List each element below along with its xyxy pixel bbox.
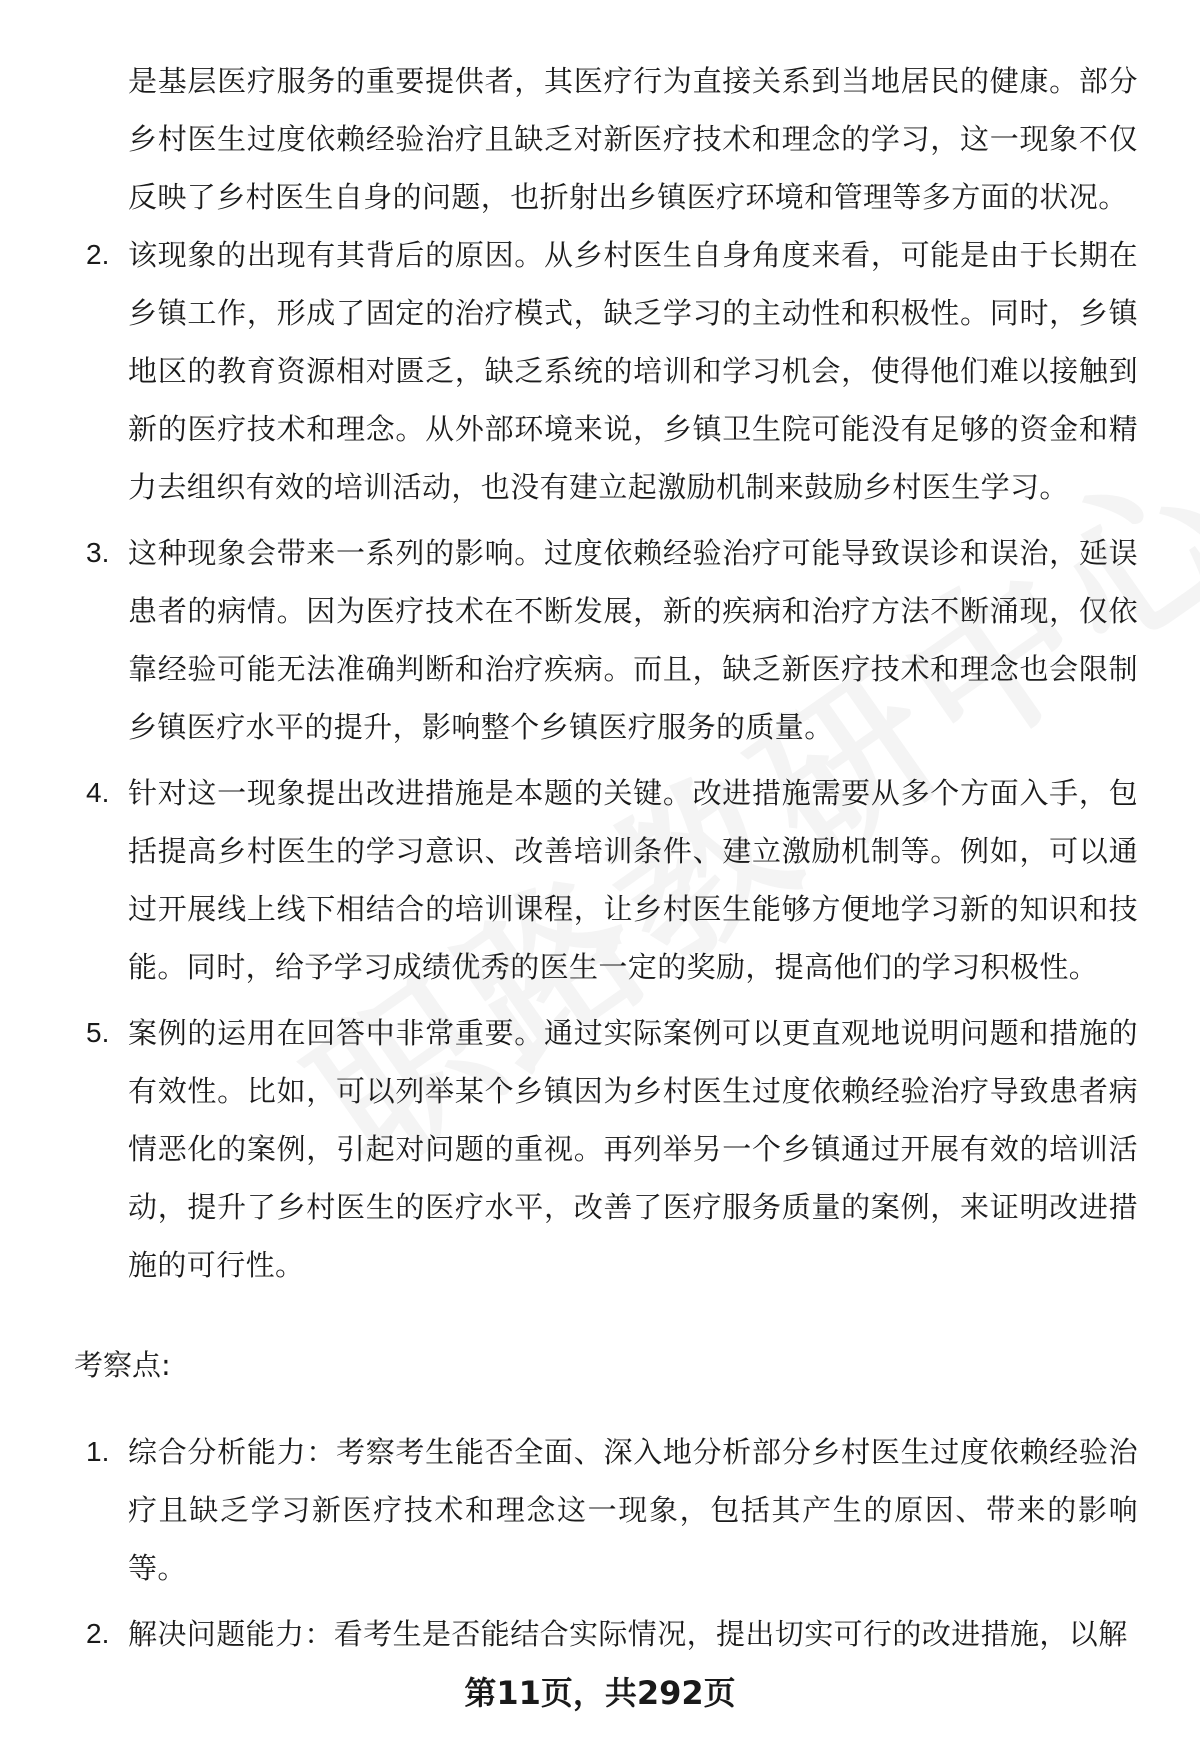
- intro-paragraph-block: [128, 52, 1138, 226]
- list-text: 案例的运用在回答中非常重要。通过实际案例可以更直观地说明问题和措施的有效性。比如，可以列举某个乡镇因为乡村医生过度依赖经验治疗导致患者病情恶化的案例，引起对问题的重视。再列举另一个乡镇通过开展有效的培训活动，提升了乡村医生的医疗水平，改善了医疗服务质量的案例，来证明改进措施的可行性。: [128, 1016, 1138, 1282]
- list-number: 2.: [86, 1618, 110, 1649]
- answer-points-list: [86, 226, 1138, 1302]
- list-item: [86, 1423, 1138, 1597]
- list-text: 综合分析能力：考察考生能否全面、深入地分析部分乡村医生过度依赖经验治疗且缺乏学习新医疗技术和理念这一现象，包括其产生的原因、带来的影响等。: [128, 1435, 1138, 1585]
- page-number-footer: 第11页，共292页: [464, 1674, 736, 1712]
- list-number: 4.: [86, 777, 110, 808]
- list-text: 针对这一现象提出改进措施是本题的关键。改进措施需要从多个方面入手，包括提高乡村医生的学习意识、改善培训条件、建立激励机制等。例如，可以通过开展线上线下相结合的培训课程，让乡村医生能够方便地学习新的知识和技能。同时，给予学习成绩优秀的医生一定的奖励，提高他们的学习积极性。: [128, 776, 1138, 984]
- list-number: 5.: [86, 1017, 110, 1048]
- list-text: 解决问题能力：看考生是否能结合实际情况，提出切实可行的改进措施，以解: [128, 1617, 1128, 1651]
- list-number: 3.: [86, 537, 110, 568]
- list-item: [86, 764, 1138, 996]
- list-text: 这种现象会带来一系列的影响。过度依赖经验治疗可能导致误诊和误治，延误患者的病情。因为医疗技术在不断发展，新的疾病和治疗方法不断涌现，仅依靠经验可能无法准确判断和治疗疾病。而且，缺乏新医疗技术和理念也会限制乡镇医疗水平的提升，影响整个乡镇医疗服务的质量。: [128, 536, 1138, 744]
- intro-paragraph: 是基层医疗服务的重要提供者，其医疗行为直接关系到当地居民的健康。部分乡村医生过度依赖经验治疗且缺乏对新医疗技术和理念的学习，这一现象不仅反映了乡村医生自身的问题，也折射出乡镇医疗环境和管理等多方面的状况。: [128, 64, 1138, 214]
- list-text: 该现象的出现有其背后的原因。从乡村医生自身角度来看，可能是由于长期在乡镇工作，形成了固定的治疗模式，缺乏学习的主动性和积极性。同时，乡镇地区的教育资源相对匮乏，缺乏系统的培训和学习机会，使得他们难以接触到新的医疗技术和理念。从外部环境来说，乡镇卫生院可能没有足够的资金和精力去组织有效的培训活动，也没有建立起激励机制来鼓励乡村医生学习。: [128, 238, 1138, 504]
- list-item: [86, 1004, 1138, 1294]
- section-heading-exam-points: 考察点:: [74, 1348, 171, 1382]
- list-number: 1.: [86, 1436, 110, 1467]
- list-number: 2.: [86, 239, 110, 270]
- list-item: [86, 226, 1138, 516]
- list-item: [86, 1605, 1138, 1663]
- list-item: [86, 524, 1138, 756]
- exam-points-list: [86, 1423, 1138, 1671]
